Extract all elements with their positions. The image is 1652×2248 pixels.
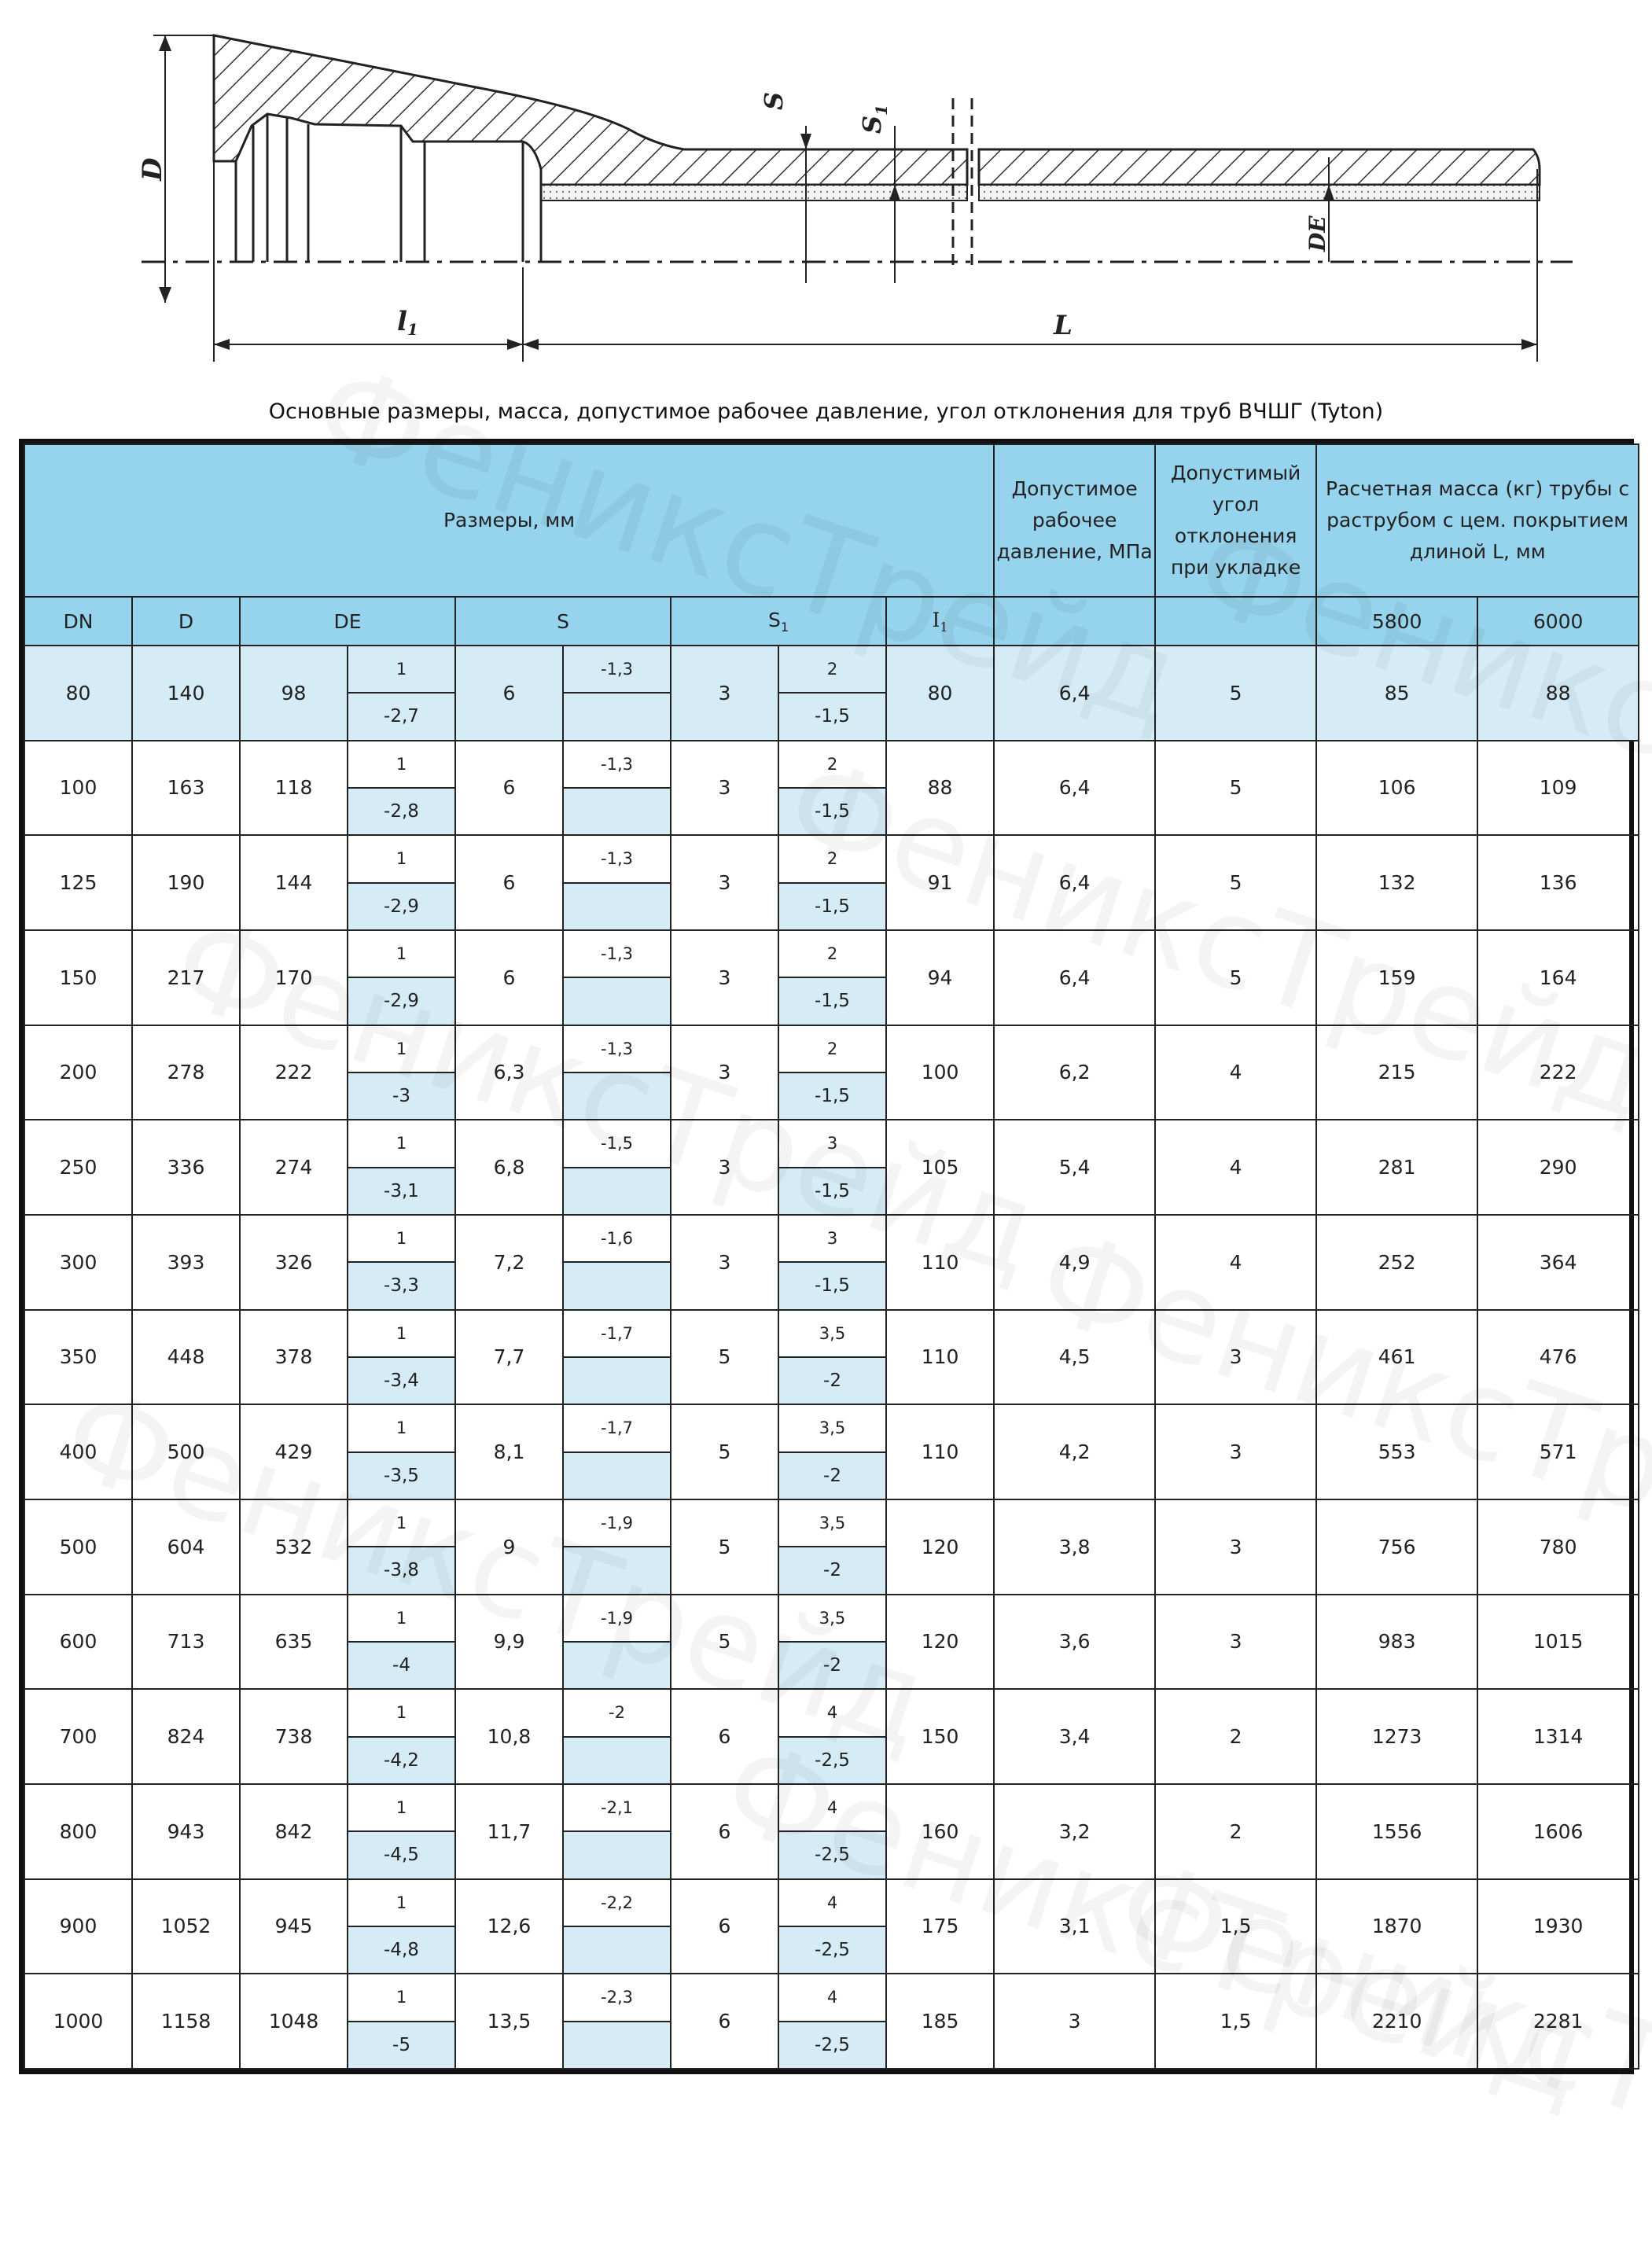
cell-s1: 6 xyxy=(671,1879,778,1974)
table-row xyxy=(24,1499,1639,1547)
cell-pressure: 4,9 xyxy=(994,1215,1155,1310)
cell-mass-6000: 109 xyxy=(1477,741,1639,836)
cell-s-tol: -1,6 xyxy=(563,1215,671,1262)
cell-s1-upper-tol: 4 xyxy=(778,1974,886,2021)
cell-de-upper-tol: 1 xyxy=(348,1879,455,1926)
cell-mass-6000: 136 xyxy=(1477,835,1639,930)
cell-d: 190 xyxy=(132,835,240,930)
cell-s1-upper-tol: 4 xyxy=(778,1879,886,1926)
cell-l1: 120 xyxy=(886,1499,994,1595)
cell-mass-5800: 281 xyxy=(1316,1120,1477,1215)
cell-s1-upper-tol: 2 xyxy=(778,930,886,977)
cell-s-tol-empty xyxy=(563,2022,671,2069)
cell-angle: 3 xyxy=(1155,1310,1316,1405)
cell-s-tol-empty xyxy=(563,788,671,835)
cell-de: 222 xyxy=(240,1025,348,1120)
cell-de-upper-tol: 1 xyxy=(348,1974,455,2021)
cell-dn: 100 xyxy=(24,741,132,836)
cell-mass-5800: 85 xyxy=(1316,646,1477,741)
cell-de-lower-tol: -4,5 xyxy=(348,1831,455,1878)
cell-de: 635 xyxy=(240,1595,348,1690)
cell-s: 12,6 xyxy=(455,1879,563,1974)
cell-de-upper-tol: 1 xyxy=(348,646,455,693)
table-row xyxy=(24,1025,1639,1072)
table-row xyxy=(24,835,1639,882)
cell-de-lower-tol: -3,5 xyxy=(348,1452,455,1499)
cell-s: 9,9 xyxy=(455,1595,563,1690)
cell-mass-6000: 571 xyxy=(1477,1404,1639,1499)
cell-s-tol-empty xyxy=(563,693,671,740)
cell-de-upper-tol: 1 xyxy=(348,1215,455,1262)
cell-angle: 4 xyxy=(1155,1120,1316,1215)
cell-dn: 600 xyxy=(24,1595,132,1690)
cell-de-lower-tol: -3,8 xyxy=(348,1547,455,1594)
cell-angle: 3 xyxy=(1155,1499,1316,1595)
cell-s1-upper-tol: 4 xyxy=(778,1689,886,1736)
cell-s-tol: -1,9 xyxy=(563,1499,671,1547)
cell-s1-upper-tol: 3 xyxy=(778,1215,886,1262)
cell-d: 1158 xyxy=(132,1974,240,2069)
cell-angle: 5 xyxy=(1155,835,1316,930)
cement-lining-right xyxy=(979,185,1540,201)
cement-lining-left xyxy=(541,185,967,201)
cell-de: 945 xyxy=(240,1879,348,1974)
header-l1: $I_1$ xyxy=(886,597,994,646)
cell-de-upper-tol: 1 xyxy=(348,1310,455,1357)
cell-s-tol-empty xyxy=(563,1452,671,1499)
cell-s1: 3 xyxy=(671,741,778,836)
cell-s1-lower-tol: -1,5 xyxy=(778,1168,886,1215)
cell-l1: 120 xyxy=(886,1595,994,1690)
cell-de: 378 xyxy=(240,1310,348,1405)
header-s: S xyxy=(455,597,671,646)
dim-label-L: L xyxy=(1054,310,1073,341)
dim-label-S: S xyxy=(759,91,789,110)
cell-angle: 5 xyxy=(1155,741,1316,836)
cell-mass-6000: 88 xyxy=(1477,646,1639,741)
cell-s1-upper-tol: 2 xyxy=(778,835,886,882)
cell-de-lower-tol: -2,7 xyxy=(348,693,455,740)
cell-mass-5800: 1273 xyxy=(1316,1689,1477,1784)
cell-d: 824 xyxy=(132,1689,240,1784)
table-row xyxy=(24,1404,1639,1451)
table-row xyxy=(24,1595,1639,1642)
cell-de-lower-tol: -2,8 xyxy=(348,788,455,835)
cell-angle: 1,5 xyxy=(1155,1974,1316,2069)
cell-pressure: 3 xyxy=(994,1974,1155,2069)
cell-s1-lower-tol: -2 xyxy=(778,1452,886,1499)
cell-l1: 100 xyxy=(886,1025,994,1120)
header-s1: $S_1$ xyxy=(671,597,886,646)
cell-s-tol-empty xyxy=(563,1168,671,1215)
pipe-wall xyxy=(979,149,1540,185)
cell-angle: 3 xyxy=(1155,1595,1316,1690)
cell-s-tol-empty xyxy=(563,1547,671,1594)
cell-angle: 2 xyxy=(1155,1689,1316,1784)
cell-s1-lower-tol: -2,5 xyxy=(778,1926,886,1974)
cell-dn: 125 xyxy=(24,835,132,930)
cell-de-upper-tol: 1 xyxy=(348,1120,455,1167)
pipe-dimensions-table-wrapper xyxy=(19,439,1634,2074)
cell-l1: 80 xyxy=(886,646,994,741)
table-row xyxy=(24,1310,1639,1357)
cell-mass-6000: 476 xyxy=(1477,1310,1639,1405)
cell-mass-6000: 290 xyxy=(1477,1120,1639,1215)
cell-l1: 88 xyxy=(886,741,994,836)
cell-pressure: 6,4 xyxy=(994,835,1155,930)
cell-l1: 110 xyxy=(886,1215,994,1310)
header-mass-6000: 6000 xyxy=(1477,597,1639,646)
cell-s: 10,8 xyxy=(455,1689,563,1784)
cell-s1: 5 xyxy=(671,1499,778,1595)
cell-mass-5800: 159 xyxy=(1316,930,1477,1025)
cell-s-tol-empty xyxy=(563,1926,671,1974)
cell-de: 1048 xyxy=(240,1974,348,2069)
cell-mass-5800: 1870 xyxy=(1316,1879,1477,1974)
cell-s1-upper-tol: 2 xyxy=(778,646,886,693)
cell-s-tol-empty xyxy=(563,1262,671,1309)
cell-de: 118 xyxy=(240,741,348,836)
cell-s: 6 xyxy=(455,741,563,836)
cell-s1: 3 xyxy=(671,930,778,1025)
table-row xyxy=(24,930,1639,977)
cell-mass-5800: 983 xyxy=(1316,1595,1477,1690)
cell-s-tol-empty xyxy=(563,1357,671,1404)
cell-pressure: 4,2 xyxy=(994,1404,1155,1499)
cell-de-upper-tol: 1 xyxy=(348,741,455,788)
header-angle: Допустимый угол отклонения при укладке xyxy=(1155,444,1316,597)
dim-label-l1: l1 xyxy=(397,306,418,339)
cell-d: 140 xyxy=(132,646,240,741)
cell-s-tol-empty xyxy=(563,1072,671,1120)
cell-s1-lower-tol: -2,5 xyxy=(778,1737,886,1784)
cell-dn: 1000 xyxy=(24,1974,132,2069)
cell-angle: 4 xyxy=(1155,1215,1316,1310)
cell-pressure: 3,2 xyxy=(994,1784,1155,1879)
cell-dn: 400 xyxy=(24,1404,132,1499)
cell-s1-lower-tol: -2 xyxy=(778,1547,886,1594)
cell-d: 1052 xyxy=(132,1879,240,1974)
cell-s-tol: -1,3 xyxy=(563,835,671,882)
cell-de-lower-tol: -3 xyxy=(348,1072,455,1120)
header-de: DE xyxy=(240,597,455,646)
cell-de-lower-tol: -2,9 xyxy=(348,977,455,1025)
cell-s: 6,3 xyxy=(455,1025,563,1120)
cell-s: 13,5 xyxy=(455,1974,563,2069)
cell-l1: 150 xyxy=(886,1689,994,1784)
cell-de: 274 xyxy=(240,1120,348,1215)
cell-de: 144 xyxy=(240,835,348,930)
cell-pressure: 3,4 xyxy=(994,1689,1155,1784)
cell-s-tol: -2 xyxy=(563,1689,671,1736)
cell-de: 842 xyxy=(240,1784,348,1879)
table-row xyxy=(24,646,1639,693)
header-dimensions: Размеры, мм xyxy=(24,444,994,597)
cell-s1-upper-tol: 3,5 xyxy=(778,1499,886,1547)
header-pressure-empty xyxy=(994,597,1155,646)
cell-s-tol-empty xyxy=(563,1831,671,1878)
cell-de-upper-tol: 1 xyxy=(348,835,455,882)
cell-pressure: 3,6 xyxy=(994,1595,1155,1690)
cell-angle: 1,5 xyxy=(1155,1879,1316,1974)
cell-mass-5800: 1556 xyxy=(1316,1784,1477,1879)
cell-pressure: 6,4 xyxy=(994,741,1155,836)
cell-pressure: 6,4 xyxy=(994,930,1155,1025)
cell-de: 738 xyxy=(240,1689,348,1784)
cell-mass-6000: 364 xyxy=(1477,1215,1639,1310)
cell-d: 217 xyxy=(132,930,240,1025)
socket-body xyxy=(214,35,967,185)
cell-d: 713 xyxy=(132,1595,240,1690)
cell-l1: 105 xyxy=(886,1120,994,1215)
header-mass: Расчетная масса (кг) трубы с раструбом с цем. покрытием длиной L, мм xyxy=(1316,444,1639,597)
cell-mass-5800: 215 xyxy=(1316,1025,1477,1120)
cell-s-tol-empty xyxy=(563,977,671,1025)
cell-de-lower-tol: -3,3 xyxy=(348,1262,455,1309)
cell-s1-lower-tol: -1,5 xyxy=(778,788,886,835)
cell-s1-upper-tol: 3,5 xyxy=(778,1310,886,1357)
cell-s1: 5 xyxy=(671,1595,778,1690)
cell-mass-6000: 164 xyxy=(1477,930,1639,1025)
cell-mass-6000: 1314 xyxy=(1477,1689,1639,1784)
cell-s1-upper-tol: 4 xyxy=(778,1784,886,1831)
cell-s-tol: -1,5 xyxy=(563,1120,671,1167)
cell-s-tol-empty xyxy=(563,1642,671,1689)
cell-s1-upper-tol: 2 xyxy=(778,1025,886,1072)
table-row xyxy=(24,1689,1639,1736)
cell-de: 429 xyxy=(240,1404,348,1499)
cell-dn: 900 xyxy=(24,1879,132,1974)
cell-pressure: 6,4 xyxy=(994,646,1155,741)
cell-de: 532 xyxy=(240,1499,348,1595)
cell-s1-lower-tol: -1,5 xyxy=(778,1262,886,1309)
cell-s1-lower-tol: -1,5 xyxy=(778,693,886,740)
cell-s: 6 xyxy=(455,646,563,741)
cell-de: 170 xyxy=(240,930,348,1025)
cell-s-tol: -2,2 xyxy=(563,1879,671,1926)
cell-d: 604 xyxy=(132,1499,240,1595)
cell-de-upper-tol: 1 xyxy=(348,1689,455,1736)
cell-de-lower-tol: -3,1 xyxy=(348,1168,455,1215)
cell-de-upper-tol: 1 xyxy=(348,930,455,977)
cell-d: 163 xyxy=(132,741,240,836)
header-mass-5800: 5800 xyxy=(1316,597,1477,646)
cell-s1-lower-tol: -1,5 xyxy=(778,1072,886,1120)
cell-s1: 3 xyxy=(671,835,778,930)
cell-de-upper-tol: 1 xyxy=(348,1784,455,1831)
cell-d: 500 xyxy=(132,1404,240,1499)
cell-d: 336 xyxy=(132,1120,240,1215)
cell-s1-upper-tol: 2 xyxy=(778,741,886,788)
cell-l1: 110 xyxy=(886,1310,994,1405)
cell-de-lower-tol: -5 xyxy=(348,2022,455,2069)
cell-s: 7,2 xyxy=(455,1215,563,1310)
cell-s-tol: -1,3 xyxy=(563,1025,671,1072)
cell-s1: 5 xyxy=(671,1310,778,1405)
cell-dn: 350 xyxy=(24,1310,132,1405)
cell-de-lower-tol: -4,2 xyxy=(348,1737,455,1784)
cell-angle: 3 xyxy=(1155,1404,1316,1499)
cell-s-tol-empty xyxy=(563,1737,671,1784)
cell-s-tol: -1,7 xyxy=(563,1310,671,1357)
cell-dn: 150 xyxy=(24,930,132,1025)
cell-angle: 2 xyxy=(1155,1784,1316,1879)
cell-s-tol: -2,3 xyxy=(563,1974,671,2021)
table-row xyxy=(24,1120,1639,1167)
cell-d: 393 xyxy=(132,1215,240,1310)
table-row xyxy=(24,1215,1639,1262)
cell-s1: 5 xyxy=(671,1404,778,1499)
cell-mass-6000: 780 xyxy=(1477,1499,1639,1595)
cell-s: 6 xyxy=(455,930,563,1025)
cell-mass-5800: 106 xyxy=(1316,741,1477,836)
cell-d: 943 xyxy=(132,1784,240,1879)
cell-s1: 6 xyxy=(671,1784,778,1879)
cell-s1-upper-tol: 3,5 xyxy=(778,1595,886,1642)
cell-d: 448 xyxy=(132,1310,240,1405)
cell-s1-lower-tol: -2,5 xyxy=(778,2022,886,2069)
cell-s1-lower-tol: -2 xyxy=(778,1642,886,1689)
cell-s1: 3 xyxy=(671,646,778,741)
cell-mass-5800: 2210 xyxy=(1316,1974,1477,2069)
cell-de-upper-tol: 1 xyxy=(348,1499,455,1547)
cell-s1: 3 xyxy=(671,1215,778,1310)
cell-s1-lower-tol: -2 xyxy=(778,1357,886,1404)
dim-label-S1: $S_1$ xyxy=(857,104,891,134)
table-row xyxy=(24,1879,1639,1926)
cell-l1: 91 xyxy=(886,835,994,930)
header-angle-empty xyxy=(1155,597,1316,646)
cell-s-tol: -1,3 xyxy=(563,930,671,977)
table-row xyxy=(24,1784,1639,1831)
dim-label-DE: DE xyxy=(1304,215,1330,252)
cell-s-tol: -1,3 xyxy=(563,646,671,693)
cell-mass-5800: 461 xyxy=(1316,1310,1477,1405)
cell-mass-5800: 553 xyxy=(1316,1404,1477,1499)
cell-mass-5800: 756 xyxy=(1316,1499,1477,1595)
cell-s1: 3 xyxy=(671,1025,778,1120)
cell-mass-6000: 222 xyxy=(1477,1025,1639,1120)
cell-s1: 6 xyxy=(671,1689,778,1784)
pipe-cross-section-drawing xyxy=(0,0,1652,385)
cell-de-lower-tol: -4,8 xyxy=(348,1926,455,1974)
cell-de: 326 xyxy=(240,1215,348,1310)
cell-l1: 175 xyxy=(886,1879,994,1974)
cell-mass-6000: 1930 xyxy=(1477,1879,1639,1974)
cell-dn: 700 xyxy=(24,1689,132,1784)
cell-mass-6000: 1606 xyxy=(1477,1784,1639,1879)
cell-s-tol-empty xyxy=(563,883,671,930)
cell-s1-lower-tol: -2,5 xyxy=(778,1831,886,1878)
cell-s-tol: -1,3 xyxy=(563,741,671,788)
cell-dn: 500 xyxy=(24,1499,132,1595)
cell-pressure: 6,2 xyxy=(994,1025,1155,1120)
cell-de-upper-tol: 1 xyxy=(348,1595,455,1642)
cell-s: 8,1 xyxy=(455,1404,563,1499)
cell-s1-upper-tol: 3 xyxy=(778,1120,886,1167)
cell-angle: 4 xyxy=(1155,1025,1316,1120)
cell-de-upper-tol: 1 xyxy=(348,1404,455,1451)
cell-s1: 6 xyxy=(671,1974,778,2069)
cell-mass-5800: 132 xyxy=(1316,835,1477,930)
cell-s1: 3 xyxy=(671,1120,778,1215)
table-row xyxy=(24,1974,1639,2021)
cell-dn: 800 xyxy=(24,1784,132,1879)
header-dn: DN xyxy=(24,597,132,646)
cell-l1: 94 xyxy=(886,930,994,1025)
cell-s: 6 xyxy=(455,835,563,930)
cell-de: 98 xyxy=(240,646,348,741)
cell-mass-6000: 1015 xyxy=(1477,1595,1639,1690)
cell-mass-5800: 252 xyxy=(1316,1215,1477,1310)
cell-dn: 80 xyxy=(24,646,132,741)
cell-s: 6,8 xyxy=(455,1120,563,1215)
cell-s-tol: -2,1 xyxy=(563,1784,671,1831)
cell-angle: 5 xyxy=(1155,646,1316,741)
cell-l1: 160 xyxy=(886,1784,994,1879)
table-caption: Основные размеры, масса, допустимое рабочее давление, угол отклонения для труб ВЧШГ (Tyton) xyxy=(268,399,1384,424)
cell-s-tol: -1,9 xyxy=(563,1595,671,1642)
cell-dn: 300 xyxy=(24,1215,132,1310)
cell-dn: 250 xyxy=(24,1120,132,1215)
cell-s: 9 xyxy=(455,1499,563,1595)
dim-label-D: D xyxy=(137,157,168,181)
cell-s1-upper-tol: 3,5 xyxy=(778,1404,886,1451)
cell-mass-6000: 2281 xyxy=(1477,1974,1639,2069)
cell-s: 7,7 xyxy=(455,1310,563,1405)
table-row xyxy=(24,741,1639,788)
cell-angle: 5 xyxy=(1155,930,1316,1025)
cell-s1-lower-tol: -1,5 xyxy=(778,977,886,1025)
cell-dn: 200 xyxy=(24,1025,132,1120)
cell-s1-lower-tol: -1,5 xyxy=(778,883,886,930)
cell-de-upper-tol: 1 xyxy=(348,1025,455,1072)
cell-pressure: 3,8 xyxy=(994,1499,1155,1595)
cell-pressure: 4,5 xyxy=(994,1310,1155,1405)
cell-de-lower-tol: -3,4 xyxy=(348,1357,455,1404)
cell-pressure: 3,1 xyxy=(994,1879,1155,1974)
cell-s-tol: -1,7 xyxy=(563,1404,671,1451)
cell-d: 278 xyxy=(132,1025,240,1120)
cell-de-lower-tol: -4 xyxy=(348,1642,455,1689)
pipe-dimensions-table xyxy=(24,443,1639,2070)
cell-pressure: 5,4 xyxy=(994,1120,1155,1215)
header-pressure: Допустимое рабочее давление, МПа xyxy=(994,444,1155,597)
cell-de-lower-tol: -2,9 xyxy=(348,883,455,930)
cell-l1: 110 xyxy=(886,1404,994,1499)
header-d: D xyxy=(132,597,240,646)
cell-s: 11,7 xyxy=(455,1784,563,1879)
cell-l1: 185 xyxy=(886,1974,994,2069)
